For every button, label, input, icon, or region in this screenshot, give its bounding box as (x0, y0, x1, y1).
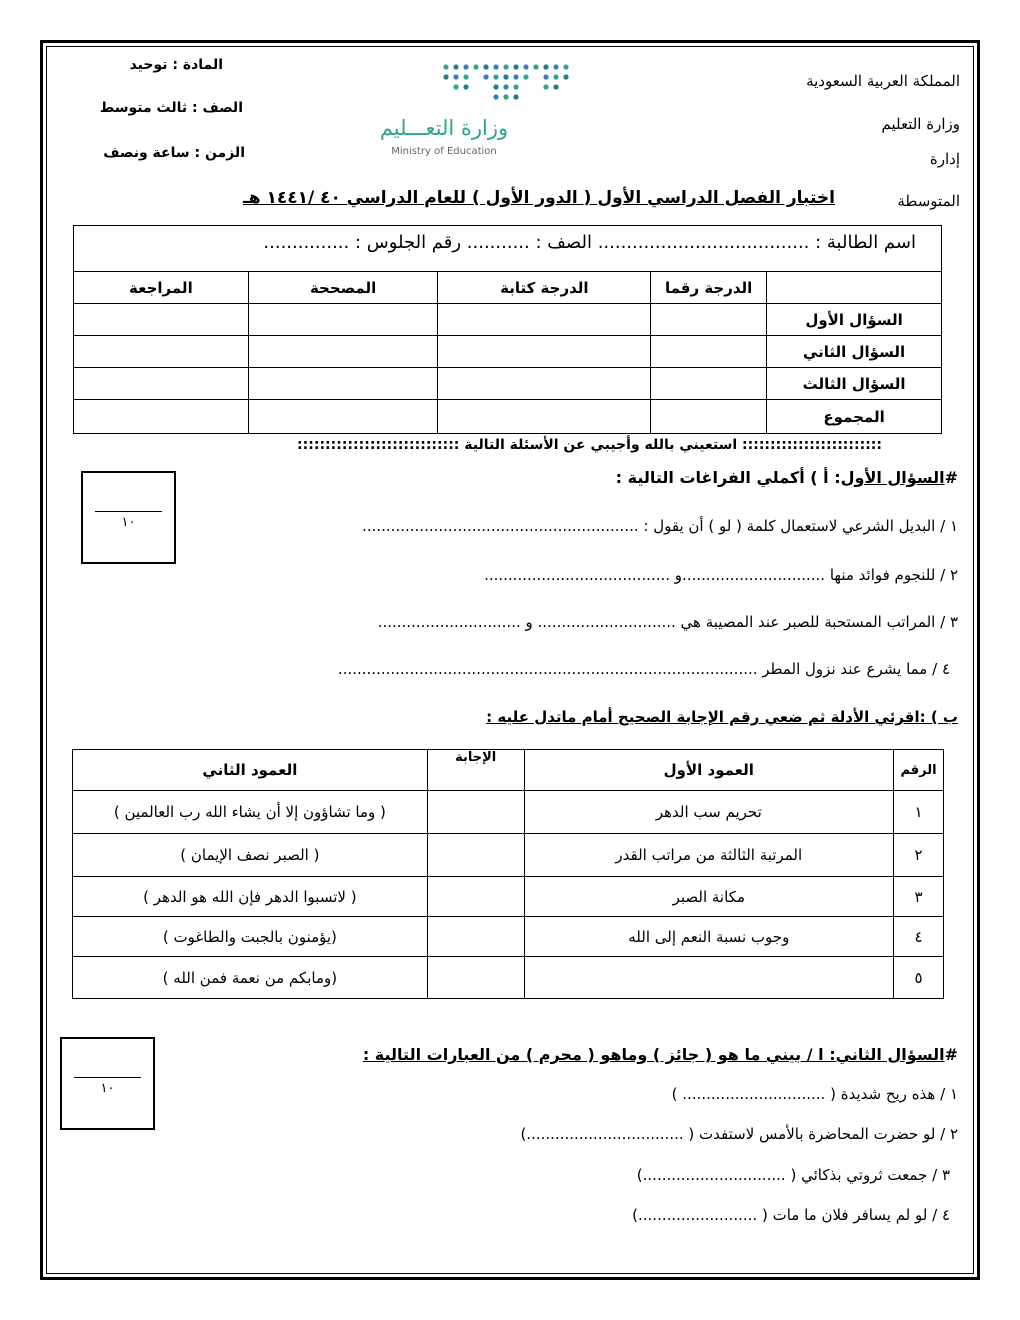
match-answer-cell[interactable] (427, 957, 524, 999)
q2-heading (363, 1045, 958, 1064)
logo-dot (473, 64, 478, 69)
header-num: الرقم (894, 750, 944, 791)
logo-dot (513, 64, 518, 69)
q2-rest: : ا / بيني ما هو ( جائز ) وماهو ( محرم ) من العبارات التالية : (362, 1045, 836, 1064)
logo-dot (453, 74, 458, 79)
exam-title: اختبار الفصل الدراسي الأول ( الدور الأول ) للعام الدراسي ٤٠ /١٤٤١ هـ (242, 188, 835, 208)
logo-dot (463, 64, 468, 69)
logo-dot (543, 74, 548, 79)
match-num: ٤ (894, 917, 944, 957)
logo-dot (553, 64, 558, 69)
q1-mark-line (95, 511, 162, 512)
q1-heading (616, 468, 958, 487)
match-col2: (ومابكم من نعمة فمن الله ) (73, 957, 428, 999)
q1-title: السؤال الأول (840, 468, 945, 487)
logo-dot (553, 74, 558, 79)
match-answer-cell[interactable] (427, 834, 524, 877)
logo-dot (493, 74, 498, 79)
logo-dot (443, 64, 448, 69)
match-col1: تحريم سب الدهر (524, 791, 893, 834)
q2-item-2: ٢ / لو حضرت المحاضرة بالأمس لاستفدت ( .................................) (520, 1125, 958, 1143)
matching-row (73, 917, 944, 957)
logo-dot (503, 74, 508, 79)
instruction-line: ::::::::::::::::::::::::: استعيني بالله وأجيبي عن الأسئلة التالية ::::::::::::::::::::::::::::: (297, 437, 882, 453)
subject-label: المادة : توحيد (129, 57, 223, 73)
score-row (74, 336, 942, 368)
logo-dot (533, 64, 538, 69)
logo-dot (523, 74, 528, 79)
logo-arabic-text: وزارة التعـــليم (379, 116, 509, 140)
q1-item-4: ٤ / مما يشرع عند نزول المطر ........................................................................................ (337, 660, 950, 678)
match-num: ٣ (894, 877, 944, 917)
matching-row (73, 834, 944, 877)
score-row (74, 368, 942, 400)
score-row (74, 304, 942, 336)
header-answer: الإجابة (427, 750, 524, 791)
logo-dot (503, 94, 508, 99)
logo-dot (503, 64, 508, 69)
logo-dot (483, 74, 488, 79)
logo-dot (513, 84, 518, 89)
score-header-row (74, 272, 942, 304)
logo-dot (493, 94, 498, 99)
logo-dot (553, 84, 558, 89)
logo-dot (543, 64, 548, 69)
matching-row (73, 791, 944, 834)
logo-dot (453, 84, 458, 89)
logo-dot (513, 74, 518, 79)
match-col1: مكانة الصبر (524, 877, 893, 917)
logo-dots-graphic (440, 62, 575, 107)
header-col2: العمود الثاني (73, 750, 428, 791)
match-col1: المرتبة الثالثة من مراتب القدر (524, 834, 893, 877)
logo-dot (513, 94, 518, 99)
kingdom-label: المملكة العربية السعودية (806, 72, 960, 90)
time-label: الزمن : ساعة ونصف (103, 145, 245, 161)
match-col2: ( وما تشاؤون إلا أن يشاء الله رب العالمين ) (73, 791, 428, 834)
match-answer-cell[interactable] (427, 791, 524, 834)
score-row (74, 400, 942, 434)
logo-dot (563, 64, 568, 69)
header-reviewer: المراجعة (74, 272, 249, 304)
match-col2: ( الصبر نصف الإيمان ) (73, 834, 428, 877)
logo-dot (543, 84, 548, 89)
header-empty (767, 272, 942, 304)
header-corrector: المصححة (248, 272, 438, 304)
q2-item-1: ١ / هذه ريح شديدة ( .............................. ) (671, 1085, 958, 1103)
row-label-q2: السؤال الثاني (767, 336, 942, 368)
logo-dot (463, 84, 468, 89)
logo-english-text: Ministry of Education (391, 146, 497, 157)
q2-title: السؤال الثاني (835, 1045, 945, 1064)
administration-label: إدارة (929, 150, 960, 168)
logo-dot (483, 64, 488, 69)
match-col2: ( لاتسبوا الدهر فإن الله هو الدهر ) (73, 877, 428, 917)
grade-label: الصف : ثالث متوسط (99, 100, 243, 116)
logo-dot (493, 64, 498, 69)
logo-dot (503, 84, 508, 89)
q2-item-4: ٤ / لو لم يسافر فلان ما مات ( .........................) (632, 1206, 950, 1224)
q2-mark-line (74, 1077, 141, 1078)
q1-part-b: ب ) :اقرئي الأدلة ثم ضعي رقم الإجابة الصحيح أمام ماتدل عليه : (486, 708, 958, 726)
logo-dot (523, 64, 528, 69)
student-info-box (73, 225, 942, 272)
q1-item-1: ١ / البديل الشرعي لاستعمال كلمة ( لو ) أن يقول : .......................................................... (362, 517, 958, 535)
logo-dot (453, 64, 458, 69)
match-col2: (يؤمنون بالجبت والطاغوت ) (73, 917, 428, 957)
q1-mark-value: ١٠ (121, 515, 136, 530)
row-label-q3: السؤال الثالث (767, 368, 942, 400)
matching-row (73, 877, 944, 917)
logo-dot (493, 84, 498, 89)
q1-item-3: ٣ / المراتب المستحبة للصبر عند المصيبة هي ............................. و .............................. (377, 613, 958, 631)
header-grade-written: الدرجة كتابة (438, 272, 651, 304)
match-num: ٥ (894, 957, 944, 999)
ministry-label: وزارة التعليم (881, 115, 960, 133)
q2-hash: # (944, 1045, 958, 1064)
match-num: ١ (894, 791, 944, 834)
q1-hash: # (944, 468, 958, 487)
row-label-q1: السؤال الأول (767, 304, 942, 336)
match-answer-cell[interactable] (427, 877, 524, 917)
score-table (73, 271, 942, 434)
header-grade-number: الدرجة رقما (651, 272, 767, 304)
q2-item-3: ٣ / جمعت ثروتي بذكائي ( ..............................) (636, 1166, 950, 1184)
q1-mark-box (81, 471, 176, 564)
match-num: ٢ (894, 834, 944, 877)
logo-dot (463, 74, 468, 79)
match-answer-cell[interactable] (427, 917, 524, 957)
row-label-total: المجموع (767, 400, 942, 434)
logo-dot (563, 74, 568, 79)
q1-part-a: : أ ) أكملي الفراغات التالية : (615, 468, 841, 487)
matching-header-row (73, 750, 944, 791)
q1-item-2: ٢ / للنجوم فوائد منها ..............................و ....................................... (484, 566, 958, 584)
q2-mark-value: ١٠ (100, 1081, 115, 1096)
student-info-line: اسم الطالبة : ..................................... الصف : ........... رقم الجلوس : ............... (263, 232, 916, 253)
matching-row (73, 957, 944, 999)
header-col1: العمود الأول (524, 750, 893, 791)
match-col1: وجوب نسبة النعم إلى الله (524, 917, 893, 957)
q2-mark-box (60, 1037, 155, 1130)
ministry-logo-dots (440, 62, 575, 107)
logo-dot (443, 74, 448, 79)
matching-table (72, 749, 944, 999)
match-col1 (524, 957, 893, 999)
school-label: المتوسطة (897, 192, 960, 210)
